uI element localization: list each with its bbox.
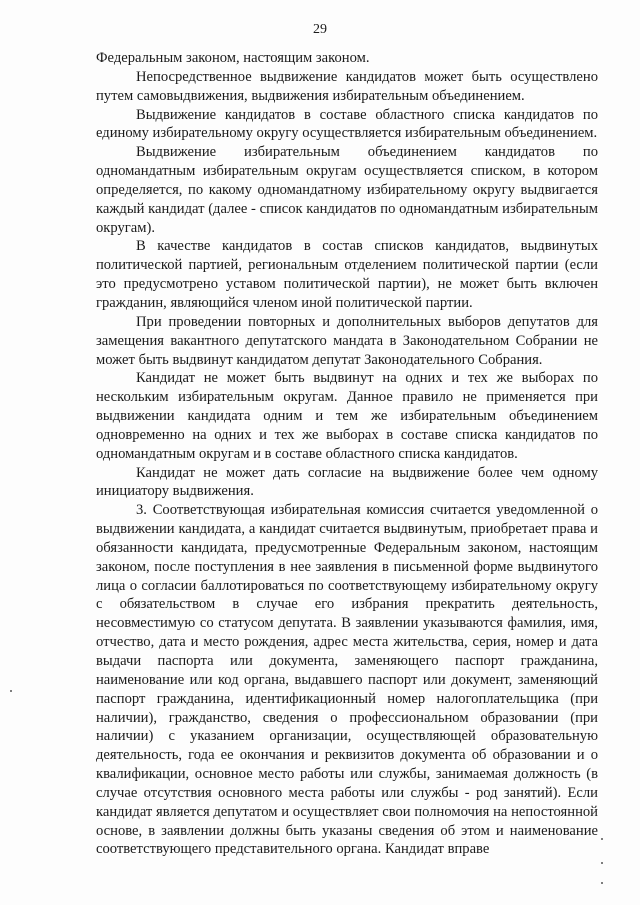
scan-speck <box>601 862 603 864</box>
document-body <box>96 49 598 859</box>
scan-speck <box>601 882 603 884</box>
scan-speck <box>601 838 603 840</box>
paragraph: Кандидат не может дать согласие на выдвижение более чем одному инициатору выдвижения. <box>96 464 598 500</box>
paragraph: Выдвижение кандидатов в составе областного списка кандидатов по единому избирательному округу осуществляется избирательным объединением. <box>96 106 598 142</box>
paragraph: Кандидат не может быть выдвинут на одних и тех же выборах по нескольким избирательным округам. Данное правило не применяется при выдвижении кандидата одним и тем же избирательным объединением одновременно на одних и тех же выборах в составе списка кандидатов по одномандатным округам и в составе областного списка кандидатов. <box>96 370 598 462</box>
paragraph-section-3: 3. Соответствующая избирательная комиссия считается уведомленной о выдвижении кандидата, а кандидат считается выдвинутым, приобретает права и обязанности кандидата, предусмотренные Федеральным законом, настоящим законом, после поступления в нее заявления в письменной форме выдвинутого лица о согласии баллотироваться по соответствующему избирательному округу с обязательством в случае его избрания прекратить деятельность, несовместимую со статусом депутата. В заявлении указываются фамилия, имя, отчество, дата и место рождения, адрес места жительства, серия, номер и дата выдачи паспорта или документа, заменяющего паспорт гражданина, наименование или код органа, выдавшего паспорт или документ, заменяющий паспорт гражданина, идентификационный номер налогоплательщика (при наличии), гражданство, сведения о профессиональном образовании (при наличии) с указанием организации, осуществляющей образовательную деятельность, года ее окончания и реквизитов документа об образовании и о квалификации, основное место работы или службы, занимаемая должность (в случае отсутствия основного места работы или службы - род занятий). Если кандидат является депутатом и осуществляет свои полномочия на непостоянной основе, в заявлении должны быть указаны сведения об этом и наименование соответствующего представительного органа. Кандидат вправе <box>96 502 598 858</box>
paragraph: Выдвижение избирательным объединением кандидатов по одномандатным избирательным округам осуществляется списком, в котором определяется, по какому одномандатному избирательному округу выдвигается каждый кандидат (далее - список кандидатов по одномандатным избирательным округам). <box>96 144 598 236</box>
paragraph: Непосредственное выдвижение кандидатов может быть осуществлено путем самовыдвижения, выдвижения избирательным объединением. <box>96 68 598 104</box>
paragraph: В качестве кандидатов в состав списков кандидатов, выдвинутых политической партией, региональным отделением политической партии (если это предусмотрено уставом политической партии), не может быть включен гражданин, являющийся членом иной политической партии. <box>96 238 598 311</box>
page-number: 29 <box>313 22 327 37</box>
paragraph-continuation: Федеральным законом, настоящим законом. <box>96 50 370 66</box>
scan-speck <box>10 690 12 692</box>
paragraph: При проведении повторных и дополнительных выборов депутатов для замещения вакантного депутатского мандата в Законодательном Собрании не может быть выдвинут кандидатом депутат Законодательного Собрания. <box>96 313 598 368</box>
